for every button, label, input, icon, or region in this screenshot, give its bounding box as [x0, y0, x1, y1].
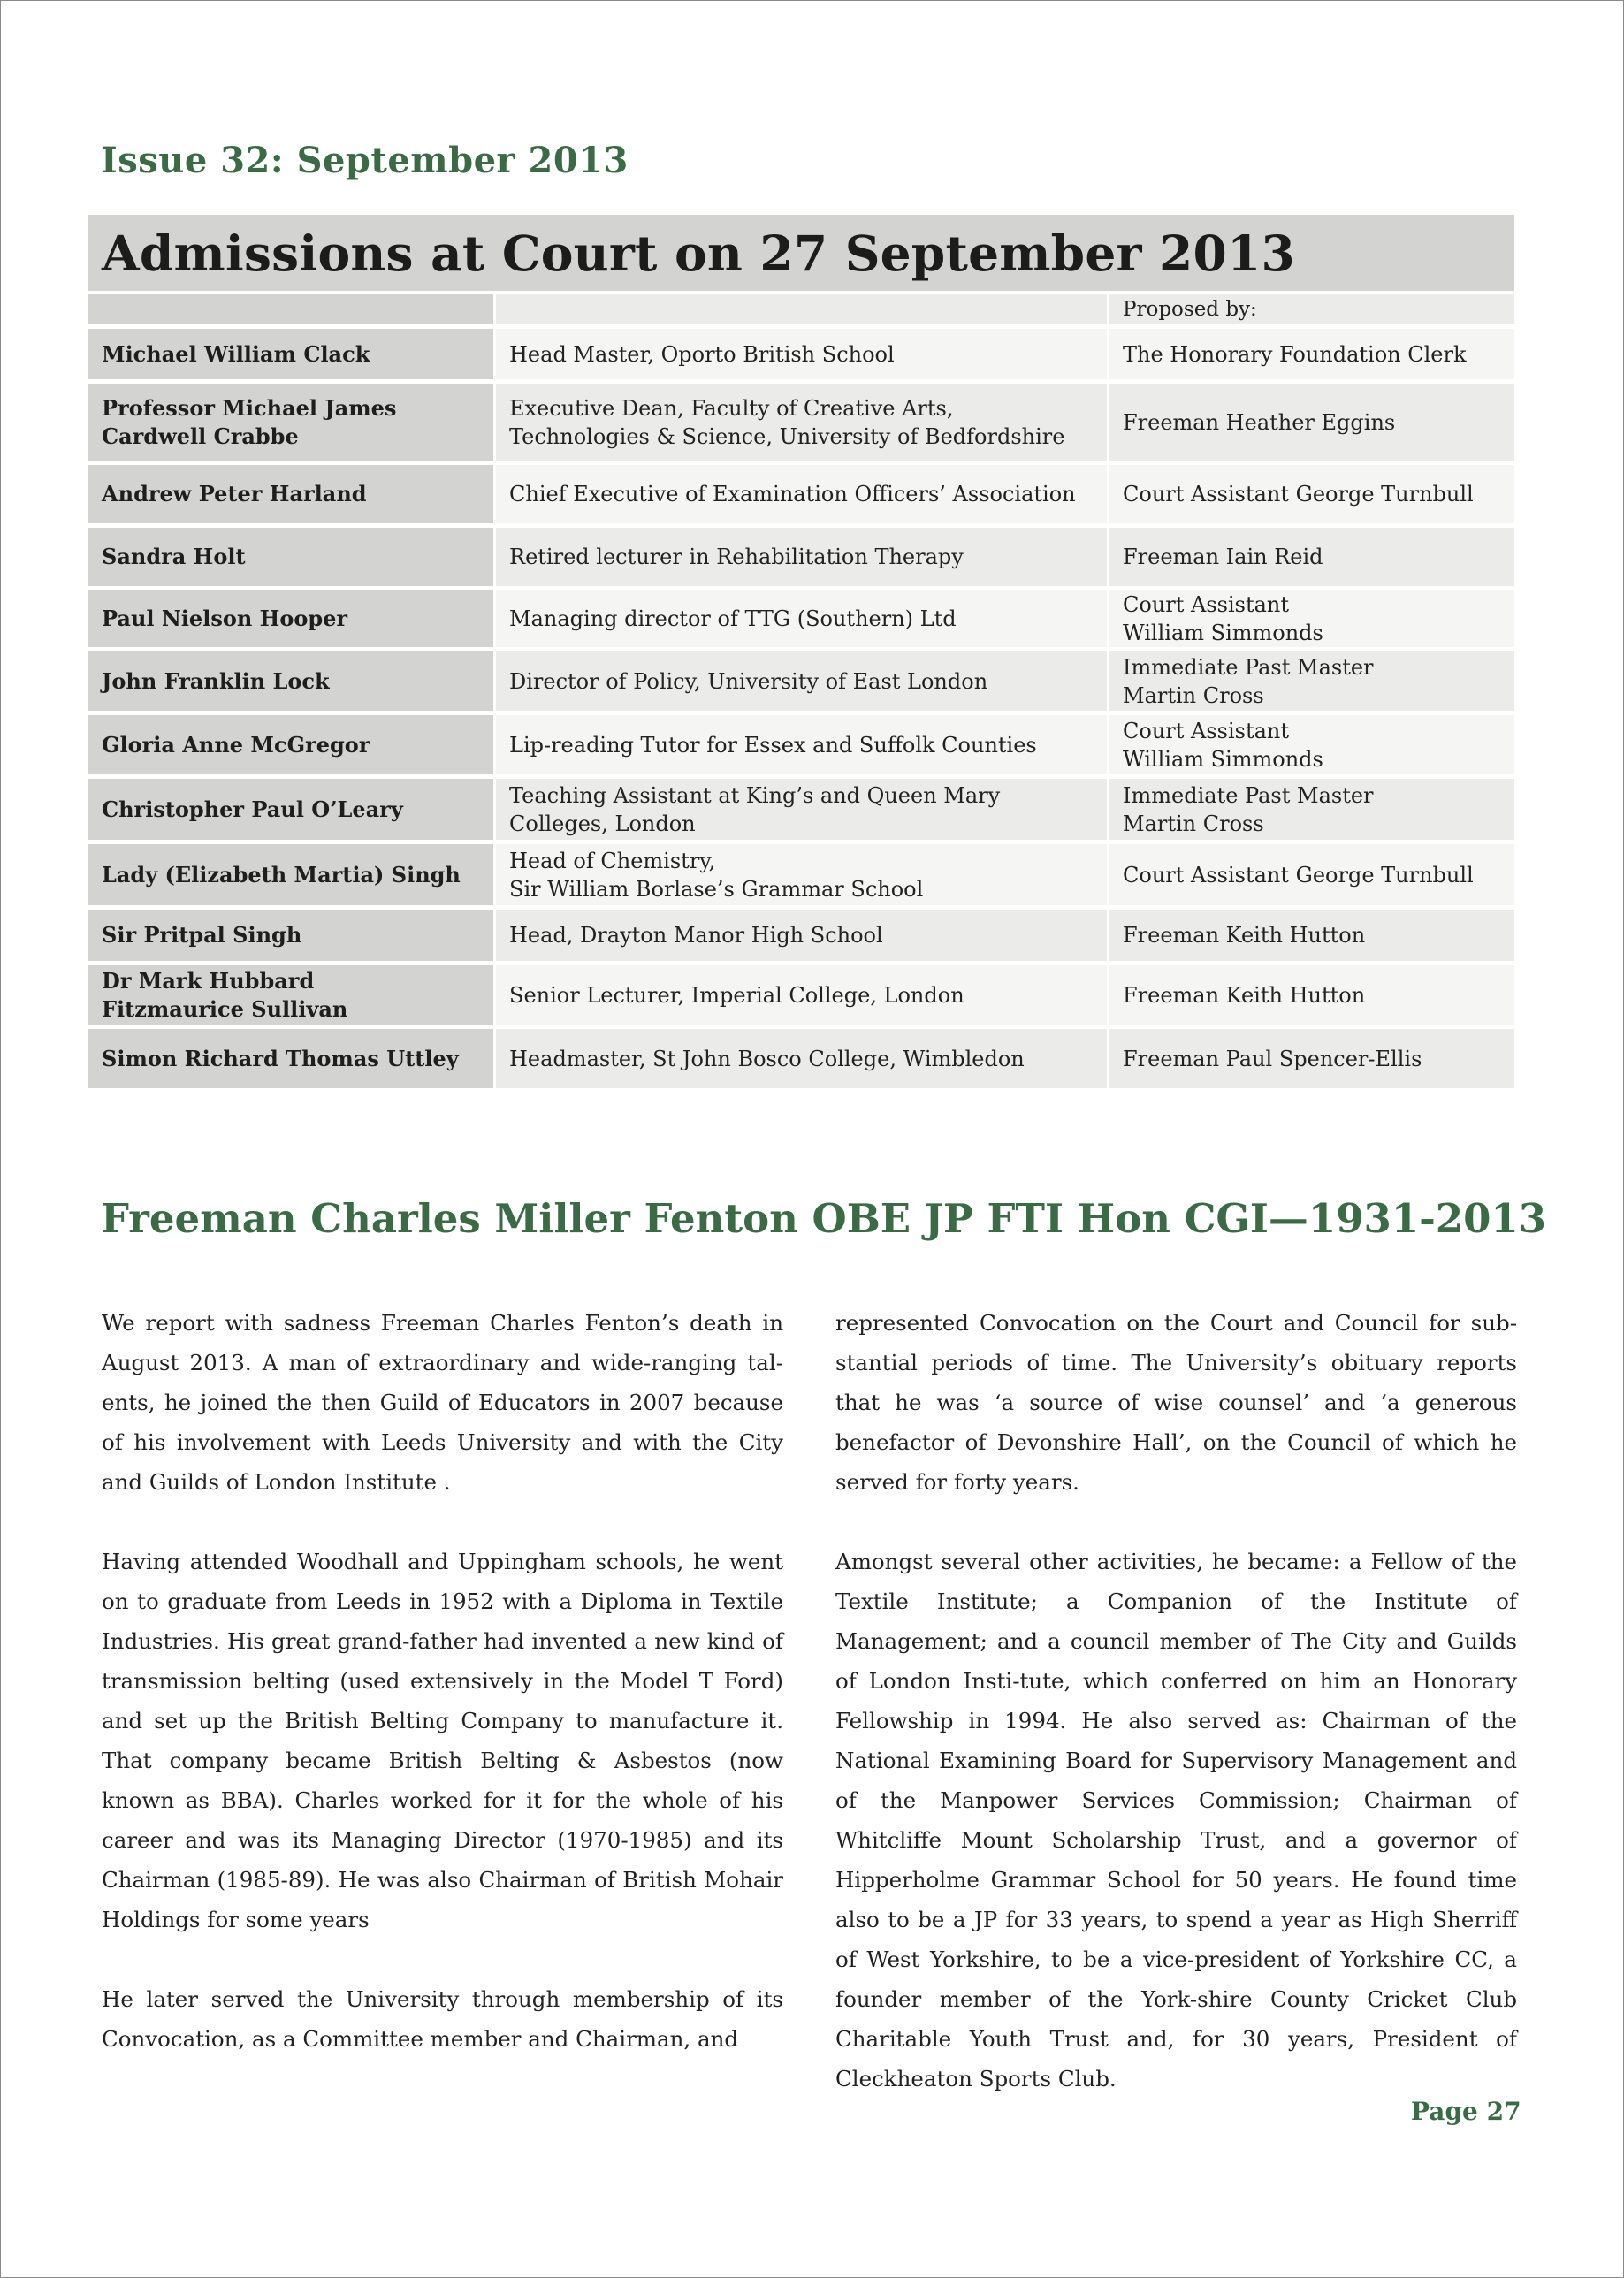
admittee-proposer-line: Freeman Keith Hutton — [1123, 923, 1366, 948]
admittee-position — [496, 844, 1109, 910]
table-row — [88, 779, 1514, 844]
admittee-position-line: Head of Chemistry, — [509, 848, 716, 873]
admittee-name — [88, 528, 496, 590]
table-row — [88, 1029, 1514, 1093]
table-row — [88, 651, 1514, 715]
article-paragraph: He later served the University through membership of its Convocation, as a Committee member and Chairman, and — [102, 1986, 783, 2052]
admittee-position-line: Head Master, Oporto British School — [509, 341, 895, 367]
admittee-position — [496, 1029, 1109, 1093]
article-paragraph: We report with sadness Freeman Charles Fenton’s death in August 2013. A man of extraordinary and wide-ranging tal-ents, he joined the then Guild of Educators in 2007 because of his involvement with Leeds University and with the City and Guilds of London Institute . — [102, 1310, 783, 1495]
admittee-name — [88, 465, 496, 528]
admittee-name-line: Paul Nielson Hooper — [102, 606, 348, 631]
admittee-position — [496, 465, 1109, 528]
article-paragraph: Amongst several other activities, he became: a Fellow of the Textile Institute; a Companion of the Institute of Management; and a council member of The City and Guilds of London Insti-tute, which conferred on him an Honorary Fellowship in 1994. He also served as: Chairman of the National Examining Board for Supervisory Management and of the Manpower Services Commission; Chairman of Whitcliffe Mount Scholarship Trust, and a governor of Hipperholme Grammar School for 50 years. He found time also to be a JP for 33 years, to spend a year as High Sherriff of West Yorkshire, to be a vice-president of Yorkshire CC, a founder member of the York-shire County Cricket Club Charitable Youth Trust and, for 30 years, President of Cleckheaton Sports Club. — [835, 1549, 1517, 2091]
admittee-position-line: Sir William Borlase’s Grammar School — [509, 876, 924, 902]
admittee-name — [88, 329, 496, 384]
article-column-left — [102, 1303, 783, 2099]
admissions-table-section — [88, 215, 1514, 1093]
admittee-name — [88, 844, 496, 910]
admittee-proposer-line: The Honorary Foundation Clerk — [1123, 341, 1467, 367]
admittee-name — [88, 590, 496, 651]
admittee-name-line: Cardwell Crabbe — [102, 423, 299, 449]
admittee-proposer-line: Martin Cross — [1123, 811, 1264, 836]
admittee-proposer-line: Martin Cross — [1123, 682, 1264, 708]
admittee-position-line: Director of Policy, University of East London — [509, 668, 988, 694]
header-cell-position — [496, 294, 1109, 329]
admittee-name — [88, 651, 496, 715]
admittee-position-line: Teaching Assistant at King’s and Queen Mary — [509, 782, 1001, 808]
article-paragraph: Having attended Woodhall and Uppingham schools, he went on to graduate from Leeds in 1952 with a Diploma in Textile Industries. His great grand-father had invented a new kind of transmission belting (used extensively in the Model T Ford) and set up the British Belting Company to manufacture it. That company became British Belting & Asbestos (now known as BBA). Charles worked for it for the whole of his career and was its Managing Director (1970-1985) and its Chairman (1985-89). He was also Chairman of British Mohair Holdings for some years — [102, 1549, 783, 1932]
admittee-proposer — [1109, 1029, 1514, 1093]
admittee-proposer — [1109, 965, 1514, 1029]
table-header-row — [88, 294, 1514, 329]
admittee-position-line: Lip-reading Tutor for Essex and Suffolk Counties — [509, 732, 1037, 758]
admittee-proposer — [1109, 910, 1514, 965]
admittee-position — [496, 965, 1109, 1029]
admittee-proposer — [1109, 384, 1514, 465]
admittee-position — [496, 651, 1109, 715]
admittee-position-line: Head, Drayton Manor High School — [509, 923, 883, 948]
admittee-name-line: John Franklin Lock — [102, 667, 330, 694]
admittee-position — [496, 329, 1109, 384]
header-cell-proposed-by: Proposed by: — [1109, 294, 1514, 329]
admittee-proposer — [1109, 590, 1514, 651]
admittee-position-line: Colleges, London — [509, 811, 696, 836]
admittee-proposer-line: Immediate Past Master — [1123, 782, 1374, 808]
admittee-proposer — [1109, 715, 1514, 779]
admittee-name-line: Sandra Holt — [102, 544, 246, 569]
header-cell-name — [88, 294, 496, 329]
admittee-position — [496, 779, 1109, 844]
admittee-name — [88, 715, 496, 779]
admittee-proposer-line: Freeman Iain Reid — [1123, 545, 1323, 569]
table-row — [88, 910, 1514, 965]
table-row — [88, 844, 1514, 910]
admittee-name-line: Michael William Clack — [102, 340, 370, 367]
admittee-proposer-line: Freeman Heather Eggins — [1123, 409, 1396, 435]
admittee-name-line: Sir Pritpal Singh — [102, 922, 302, 948]
admittee-proposer — [1109, 329, 1514, 384]
admittee-name — [88, 779, 496, 844]
admittee-proposer-line: Freeman Keith Hutton — [1123, 982, 1366, 1008]
admittee-name-line: Dr Mark Hubbard — [102, 967, 315, 994]
article-heading: Freeman Charles Miller Fenton OBE JP FTI Hon CGI—1931-2013 — [101, 1195, 1547, 1242]
article-column-right — [835, 1303, 1517, 2138]
admittee-position-line: Technologies & Science, University of Bedfordshire — [509, 423, 1065, 449]
admittee-proposer-line: William Simmonds — [1123, 746, 1323, 772]
admittee-position — [496, 590, 1109, 651]
admittee-name-line: Fitzmaurice Sullivan — [102, 995, 348, 1022]
admittee-proposer — [1109, 844, 1514, 910]
admittee-proposer-line: Court Assistant — [1123, 718, 1290, 743]
admittee-name-line: Simon Richard Thomas Uttley — [102, 1045, 459, 1071]
admittee-proposer-line: William Simmonds — [1123, 621, 1323, 645]
admittee-proposer — [1109, 651, 1514, 715]
admittee-name-line: Gloria Anne McGregor — [102, 731, 370, 758]
issue-header: Issue 32: September 2013 — [101, 140, 629, 181]
admittee-proposer — [1109, 779, 1514, 844]
admissions-table — [88, 294, 1514, 1093]
table-row — [88, 590, 1514, 651]
admissions-title-band — [88, 215, 1514, 291]
admittee-position — [496, 715, 1109, 779]
admittee-name-line: Andrew Peter Harland — [102, 481, 367, 507]
admittee-proposer-line: Immediate Past Master — [1123, 654, 1374, 680]
article-paragraph: represented Convocation on the Court and Council for sub-stantial periods of time. The University’s obituary reports that he was ‘a source of wise counsel’ and ‘a generous benefactor of Devonshire Hall’, on the Council of which he served for forty years. — [835, 1310, 1517, 1495]
admittee-position-line: Chief Executive of Examination Officers’ Association — [509, 482, 1076, 507]
admittee-name — [88, 384, 496, 465]
admittee-name-line: Christopher Paul O’Leary — [102, 796, 403, 822]
admittee-proposer-line: Court Assistant George Turnbull — [1123, 482, 1474, 507]
table-row — [88, 528, 1514, 590]
admittee-name — [88, 965, 496, 1029]
admittee-position-line: Senior Lecturer, Imperial College, London — [509, 982, 964, 1008]
admittee-name — [88, 910, 496, 965]
admittee-position-line: Headmaster, St John Bosco College, Wimbledon — [509, 1046, 1025, 1071]
admittee-position — [496, 910, 1109, 965]
admittee-position — [496, 384, 1109, 465]
admittee-position-line: Retired lecturer in Rehabilitation Therapy — [509, 545, 964, 569]
table-row — [88, 465, 1514, 528]
table-row — [88, 384, 1514, 465]
table-row — [88, 715, 1514, 779]
table-row — [88, 965, 1514, 1029]
admittee-name — [88, 1029, 496, 1093]
admittee-name-line: Professor Michael James — [102, 394, 397, 421]
page-number: Page 27 — [1411, 2097, 1521, 2126]
admittee-position — [496, 528, 1109, 590]
admittee-position-line: Executive Dean, Faculty of Creative Arts, — [509, 395, 954, 421]
table-row — [88, 329, 1514, 384]
admittee-position-line: Managing director of TTG (Southern) Ltd — [509, 606, 957, 631]
admittee-proposer — [1109, 528, 1514, 590]
admittee-proposer-line: Freeman Paul Spencer-Ellis — [1123, 1046, 1422, 1071]
admissions-title: Admissions at Court on 27 September 2013 — [102, 224, 1295, 282]
admittee-proposer-line: Court Assistant George Turnbull — [1123, 862, 1474, 888]
admittee-proposer — [1109, 465, 1514, 528]
admittee-proposer-line: Court Assistant — [1123, 592, 1290, 617]
admittee-name-line: Lady (Elizabeth Martia) Singh — [102, 861, 461, 888]
